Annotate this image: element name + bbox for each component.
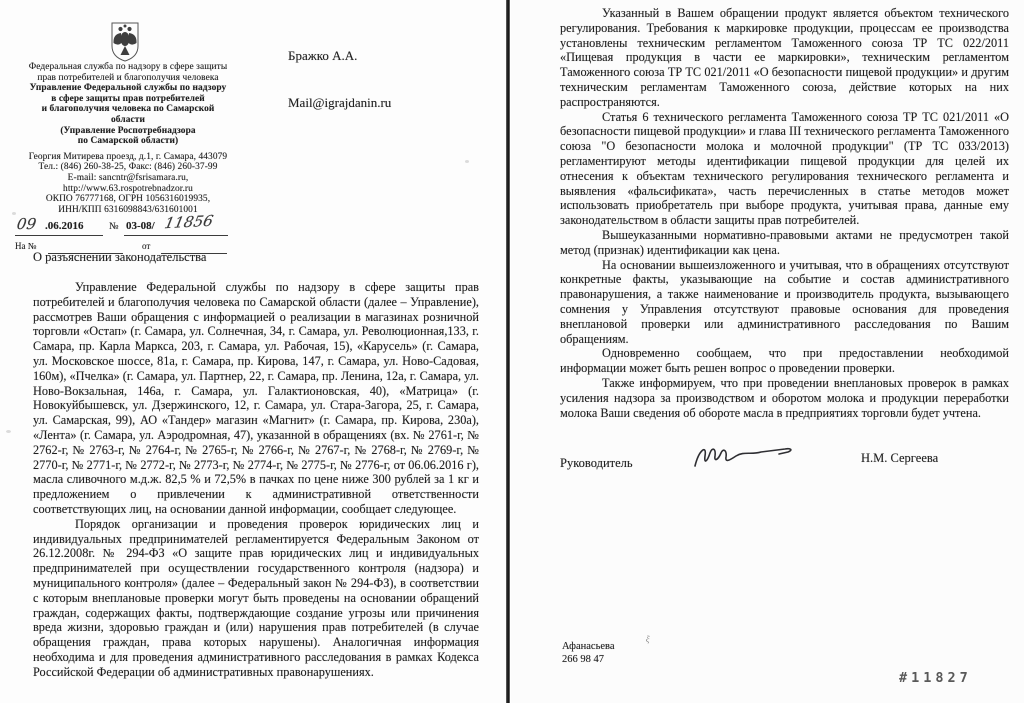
letterhead-line: области bbox=[111, 114, 145, 125]
page-divider bbox=[506, 0, 510, 703]
incoming-from-label: от bbox=[142, 241, 151, 251]
body-paragraph: Порядок организации и проведения проверок юридических лиц и индивидуальных предпринимателей регламентируется Федеральным Законом от 26.12.2008г. № 294-ФЗ «О защите прав юридических лиц и индивидуальных предпринимателей при осуществлении государственного контроля (надзора) и муниципального контроля» (далее – Федеральный закон № 294-ФЗ), в соответствии с которым внеплановые проверки могут быть проведены на основании обращений граждан, содержащих факты, подтверждающие создание угрозы или причинения вреда жизни, здоровью граждан и (или) нарушения прав потребителей (в случае обращения граждан, права которых нарушены). Аналогичная информация необходима и для проведения административного расследования в рамках Кодекса Российской Федерации об административных правонарушениях. bbox=[33, 516, 479, 679]
letterhead-agency bbox=[4, 62, 252, 83]
letterhead-line: Управление Федеральной службы по надзору bbox=[29, 83, 227, 94]
letter-body-page1 bbox=[33, 280, 479, 680]
letterhead-line: прав потребителей и благополучия человека bbox=[37, 72, 219, 83]
letterhead-department bbox=[4, 83, 252, 147]
letterhead-okpo-ogrn: ОКПО 76777168, ОГРН 1056316019935, bbox=[45, 194, 211, 205]
signature-title: Руководитель bbox=[560, 456, 633, 470]
body-paragraph: Также информируем, что при проведении внеплановых проверок в рамках усиления надзора за производством и оборотом молока и продукции переработки молока Ваши сведения об обороте масла в предприятиях торговли будет учтена. bbox=[560, 375, 1009, 420]
signature-icon bbox=[689, 438, 807, 476]
letterhead-line: и благополучия человека по Самарской bbox=[41, 104, 215, 115]
scan-artifact: ξ bbox=[645, 633, 652, 645]
letterhead-phone: Тел.: (846) 260-38-25, Факс: (846) 260-37-99 bbox=[38, 162, 218, 173]
letterhead-email: E-mail: sancntr@fsrisamara.ru, bbox=[67, 172, 189, 183]
letterhead-line: (Управление Роспотребнадзора bbox=[60, 125, 196, 136]
addressee-email: Mail@igrajdanin.ru bbox=[288, 95, 392, 110]
number-prefix: 03-08/ bbox=[126, 220, 155, 232]
executor-block bbox=[562, 640, 615, 666]
letterhead bbox=[4, 62, 252, 215]
letterhead-line: Федеральная служба по надзору в сфере защиты bbox=[28, 62, 228, 72]
letterhead-line: в сфере защиты прав потребителей bbox=[51, 93, 205, 104]
body-paragraph: Статья 6 технического регламента Таможенного союза ТР ТС 021/2011 «О безопасности пищевой продукции» и глава III технического регламента Таможенного союза "О безопасности молока и молочной продукции" (ТР ТС 033/2013) регламентируют методы идентификации пищевой продукции для целей их отнесения к объектам технического регулирования технического регламента и выявления «фальсификата», часть перечисленных в статье методов может использовать приобретатель при выборе продукта, учитывая права, данные ему законодательством в области защиты прав потребителей. bbox=[560, 109, 1009, 228]
number-underline bbox=[124, 234, 228, 236]
body-paragraph: Указанный в Вашем обращении продукт является объектом технического регулирования. Требования к маркировке продукции, процессам ее производства установлены техническим регламентом Таможенного союза ТР ТС 022/2011 «Пищевая продукция в части ее маркировки», техническим регламентом Таможенного союза ТР ТС 021/2011 «О безопасности пищевой продукции» и другим техническим регламентам Таможенного союза, действие которых на них распространяются. bbox=[560, 6, 1009, 109]
letterhead-address: Георгия Митирева проезд, д.1, г. Самара, 443079 bbox=[28, 151, 228, 162]
scan-speck bbox=[12, 212, 16, 215]
executor-name: Афанасьева bbox=[562, 641, 615, 652]
number-sign: № bbox=[109, 221, 119, 232]
incoming-ref-label: На № bbox=[15, 241, 37, 251]
executor-phone: 266 98 47 bbox=[562, 654, 604, 665]
body-paragraph: Одновременно сообщаем, что при предоставлении необходимой информации может быть решен вопрос о проведении проверки. bbox=[560, 346, 1009, 376]
subject-line: О разъяснении законодательства bbox=[33, 250, 207, 264]
letter-page-1 bbox=[0, 0, 506, 703]
letterhead-contacts bbox=[4, 152, 252, 216]
body-paragraph: Вышеуказанными нормативно-правовыми актами не предусмотрен такой метод (признак) идентификации как цена. bbox=[560, 227, 1009, 257]
scan-speck bbox=[6, 430, 11, 433]
letterhead-line: по Самарской области) bbox=[77, 136, 179, 147]
date-day-handwritten: 09 bbox=[15, 215, 38, 233]
coat-of-arms-icon bbox=[107, 22, 143, 62]
addressee-name: Бражко А.А. bbox=[288, 48, 358, 63]
body-paragraph: Управление Федеральной службы по надзору в сфере защиты прав потребителей и благополучия человека по Самарской области (далее – Управление), рассмотрев Ваши обращения с информацией о реализации в магазинах розничной торговли «Остап» (г. Самара, ул. Солнечная, 34, г. Самара, ул. Революционная,133, г. Самара, пр. Карла Маркса, 203, г. Самара, ул. Рабочая, 15), «Карусель» (г. Самара, ул. Московское шоссе, 81а, г. Самара, пр. Кирова, 147, г. Самара, ул. Ново-Садовая, 160м), «Пчелка» (г. Самара, ул. Партнер, 22, г. Самара, пр. Ленина, 12а, г. Самара, ул. Ново-Вокзальная, 146а, г. Самара, ул. Галактионовская, 40), «Матрица» (г. Новокуйбышевск, ул. Дзержинского, 12, г. Самара, ул. Стара-Загора, 25, г. Самара, ул. Самарская, 99), АО «Тандер» магазин «Магнит» (г. Самара, пр. Кирова, 230а), «Лента» (г. Самара, ул. Аэродромная, 47), указанной в обращениях (вх. № 2761-г, № 2762-г, № 2763-г, № 2764-г, № 2765-г, № 2766-г, № 2767-г, № 2768-г, № 2769-г, № 2770-г, № 2771-г, № 2772-г, № 2773-г, № 2774-г, № 2775-г, № 2776-г, от 06.06.2016 г), масла сливочного м.д.ж. 82,5 % и 72,5% в пачках по цене ниже 300 рублей за 1 кг и предложением о привлечении к административной ответственности соответствующих лиц, на основании данной информации, сообщает следующее. bbox=[33, 280, 480, 516]
date-printed: .06.2016 bbox=[45, 220, 84, 232]
signer-name: Н.М. Сергеева bbox=[861, 451, 939, 465]
letter-page-2 bbox=[511, 0, 1024, 703]
letterhead-website: http://www.63.rospotrebnadzor.ru bbox=[63, 183, 193, 194]
date-underline bbox=[15, 234, 103, 236]
scan-speck bbox=[465, 160, 469, 163]
letter-body-page2 bbox=[560, 6, 1009, 420]
number-handwritten: 11856 bbox=[162, 211, 215, 233]
letterhead-inn-kpp: ИНН/КПП 6316098843/631601001 bbox=[58, 204, 198, 215]
body-paragraph: На основании вышеизложенного и учитывая, что в обращениях отсутствуют конкретные факты, указывающие на событие и состав административного правонарушения, а также наименование и производитель продукта, вызывающего сомнения у Управления отсутствуют правовые основания для проведения внеплановой проверки или административного расследования по Вашим обращениям. bbox=[560, 257, 1009, 346]
stamp-number: #11827 bbox=[899, 670, 972, 686]
